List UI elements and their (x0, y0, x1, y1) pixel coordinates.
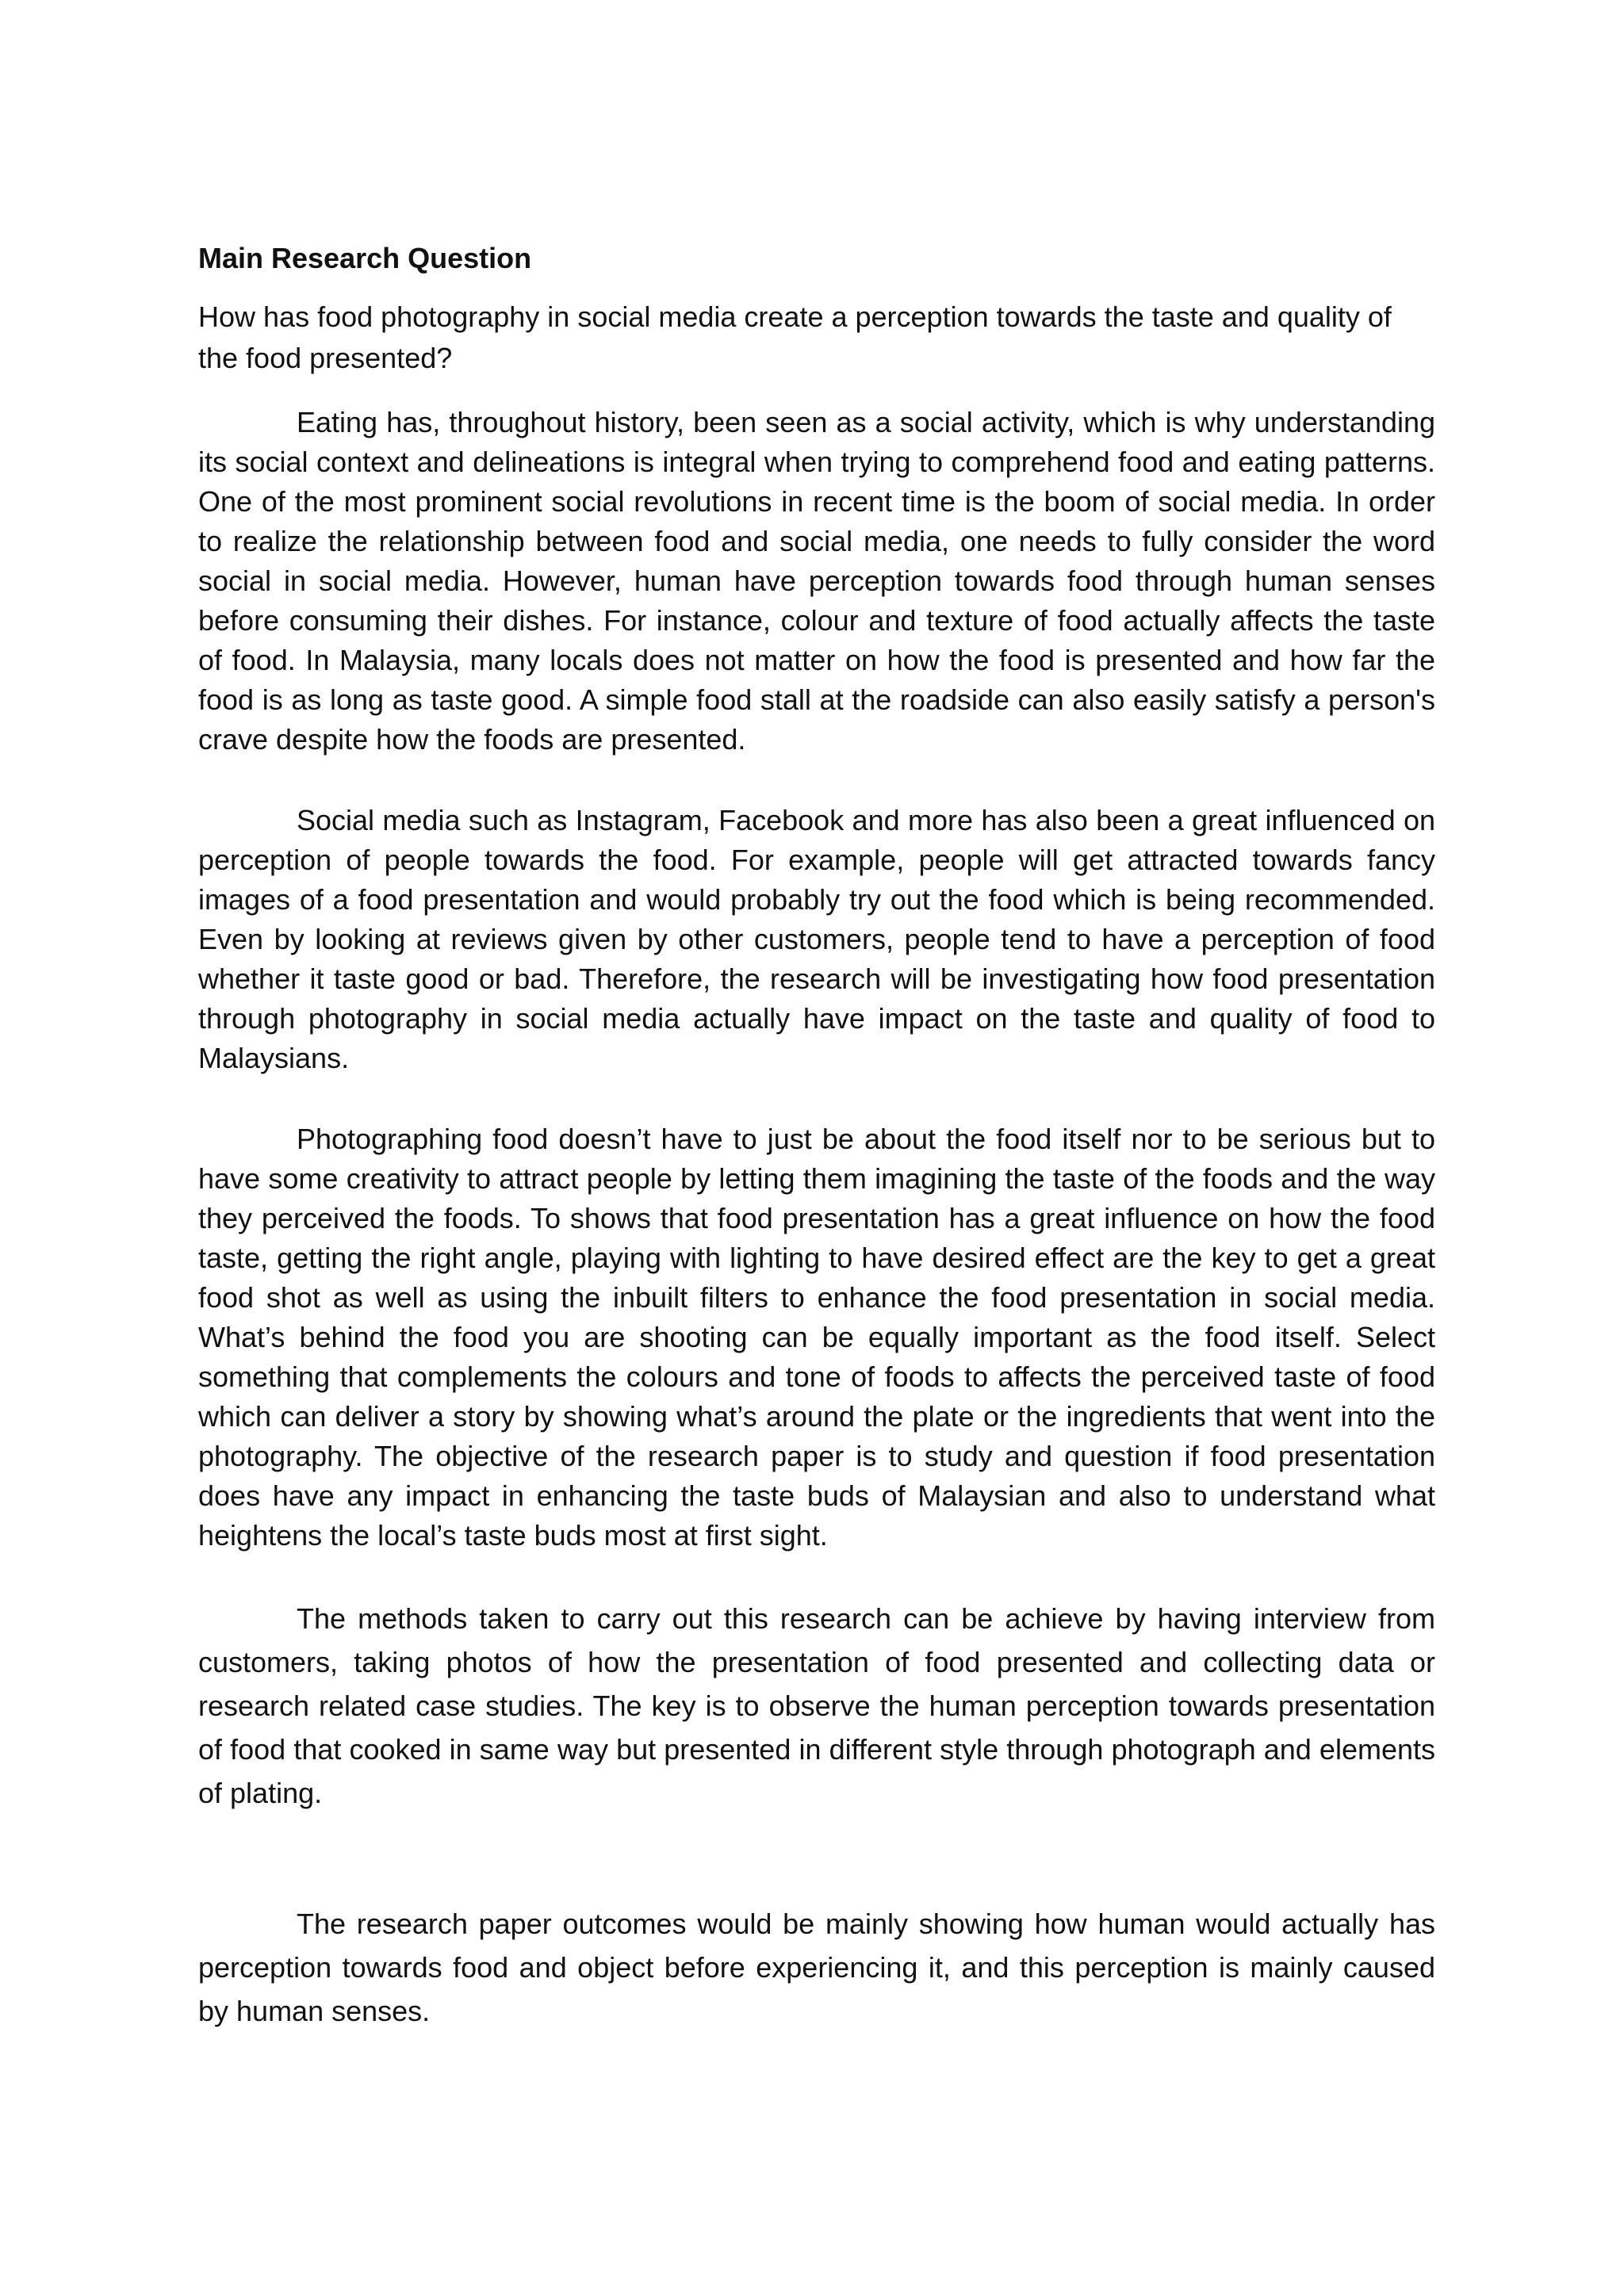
paragraph-photographing-food: Photographing food doesn’t have to just be about the food itself nor to be serious but to have some creativity to attract people by letting them imagining the taste of the foods and the way they perceived the foods. To shows that food presentation has a great influence on how the food taste, getting the right angle, playing with lighting to have desired effect are the key to get a great food shot as well as using the inbuilt filters to enhance the food presentation in social media. What’s behind the food you are shooting can be equally important as the food itself. Select something that complements the colours and tone of foods to affects the perceived taste of food which can deliver a story by showing what’s around the plate or the ingredients that went into the photography. The objective of the research paper is to study and question if food presentation does have any impact in enhancing the taste buds of Malaysian and also to understand what heightens the local’s taste buds most at first sight. (198, 1123, 1435, 1552)
paragraph-social-media-influence: Social media such as Instagram, Facebook and more has also been a great influenced on perception of people towards the food. For example, people will get attracted towards fancy images of a food presentation and would probably try out the food which is being recommended. Even by looking at reviews given by other customers, people tend to have a perception of food whether it taste good or bad. Therefore, the research will be investigating how food presentation through photography in social media actually have impact on the taste and quality of food to Malaysians. (198, 804, 1435, 1074)
paragraph-methods: The methods taken to carry out this research can be achieve by having interview from customers, taking photos of how the presentation of food presented and collecting data or research related case studies. The key is to observe the human perception towards presentation of food that cooked in same way but presented in different style through photograph and elements of plating. (198, 1602, 1435, 1809)
research-question: How has food photography in social media create a perception towards the taste and quality of the food presented? (198, 300, 1392, 374)
section-heading: Main Research Question (198, 242, 532, 274)
document-page (198, 238, 1435, 2201)
paragraph-eating-social-context: Eating has, throughout history, been seen as a social activity, which is why understanding its social context and delineations is integral when trying to comprehend food and eating patterns. One of the most prominent social revolutions in recent time is the boom of social media. In order to realize the relationship between food and social media, one needs to fully consider the word social in social media. However, human have perception towards food through human senses before consuming their dishes. For instance, colour and texture of food actually affects the taste of food. In Malaysia, many locals does not matter on how the food is presented and how far the food is as long as taste good. A simple food stall at the roadside can also easily satisfy a person's crave despite how the foods are presented. (198, 406, 1435, 756)
paragraph-outcomes: The research paper outcomes would be mainly showing how human would actually has perception towards food and object before experiencing it, and this perception is mainly caused by human senses. (198, 1908, 1435, 2027)
